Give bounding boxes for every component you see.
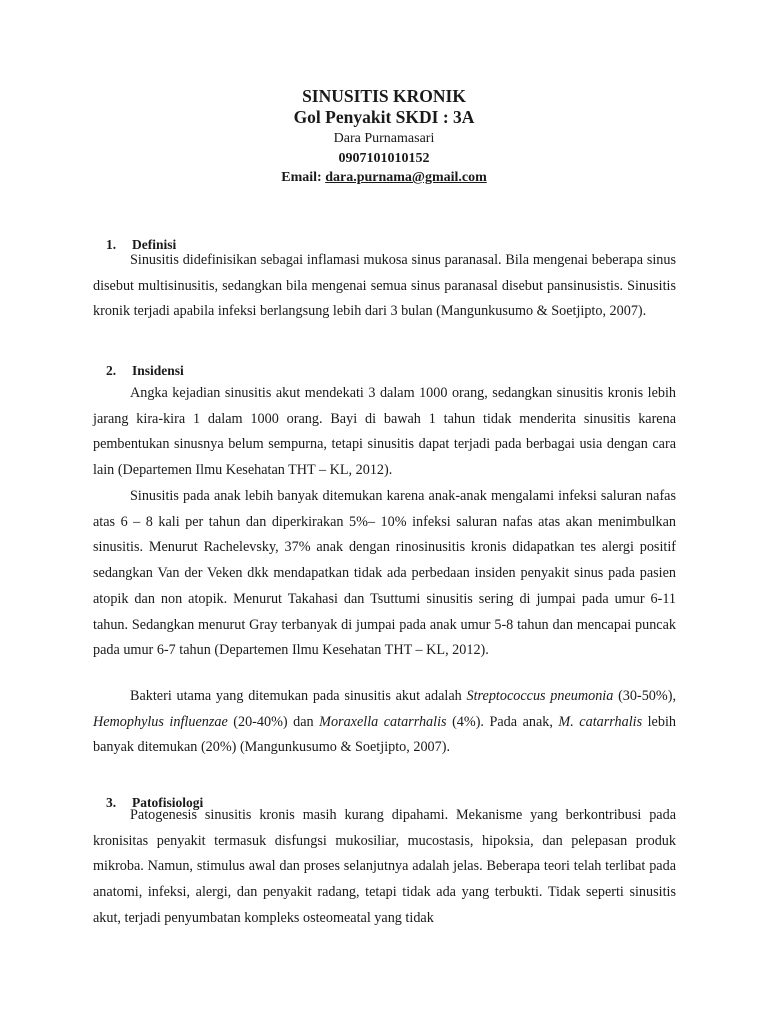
section-number: 3. [106, 795, 117, 810]
text-span: (20-40%) dan [227, 713, 320, 730]
paragraph-insidensi-1: Angka kejadian sinusitis akut mendekati 3 dalam 1000 orang, sedangkan sinusitis kronis lebih jarang kira-kira 1 dalam 1000 orang. Bayi di bawah 1 tahun tidak menderita sinusitis karena pembentukan sinusnya belum sempurna, tetapi sinusitis dapat terjadi pada berbagai usia dengan cara lain (Departemen Ilmu Kesehatan THT – KL, 2012). [93, 385, 676, 479]
text-span: (30-50%), [613, 688, 676, 704]
document-header [0, 86, 768, 188]
section-number: 2. [106, 363, 117, 378]
species-name: M. catarrhalis [558, 713, 643, 730]
section-title: Insidensi [132, 363, 184, 378]
author-name: Dara Purnamasari [333, 131, 435, 146]
section-title: Definisi [132, 237, 177, 252]
paragraph-insidensi-2: Sinusitis pada anak lebih banyak ditemukan karena anak-anak mengalami infeksi saluran nafas atas 6 – 8 kali per tahun dan diperkirakan 5%– 10% infeksi saluran nafas atas akan menimbulkan sinusitis. Menurut Rachelevsky, 37% anak dengan rinosinusitis kronis didapatkan tes alergi positif sedangkan Van der Veken dkk mendapatkan tidak ada perbedaan insiden penyakit sinus pada pasien atopik dan non atopik. Menurut Takahasi dan Tsuttumi sinusitis sering di jumpai pada umur 6-11 tahun. Sedangkan menurut Gray terbanyak di jumpai pada anak umur 5-8 tahun dan mencapai puncak pada umur 6-7 tahun (Departemen Ilmu Kesehatan THT – KL, 2012). [93, 488, 676, 659]
paragraph-definisi: Sinusitis didefinisikan sebagai inflamasi mukosa sinus paranasal. Bila mengenai beberapa sinus disebut multisinusitis, sedangkan bila mengenai semua sinus paranasal disebut pansinusistis. Sinusitis kronik terjadi apabila infeksi berlangsung lebih dari 3 bulan (Mangunkusumo & Soetjipto, 2007). [93, 252, 676, 320]
species-name: Hemophylus influenzae [93, 713, 228, 730]
text-span: (4%). Pada anak, [446, 713, 559, 730]
paragraph-bacteria [93, 684, 676, 761]
email-link[interactable]: dara.purnama@gmail.com [325, 170, 487, 185]
species-name: Moraxella catarrhalis [319, 713, 447, 730]
species-name: Streptococcus pneumonia [466, 688, 614, 704]
text-span: Bakteri utama yang ditemukan pada sinusitis akut adalah [130, 688, 467, 704]
document-title: SINUSITIS KRONIK [302, 86, 466, 106]
email-label: Email: [281, 170, 322, 185]
section-title: Patofisiologi [132, 795, 204, 810]
document-subtitle: Gol Penyakit SKDI : 3A [293, 107, 475, 127]
section-heading-insidensi [106, 362, 184, 380]
paragraph-patofisiologi: Patogenesis sinusitis kronis masih kurang dipahami. Mekanisme yang berkontribusi pada kronisitas penyakit termasuk disfungsi mukosiliar, mucostasis, hipoksia, dan pelepasan produk mikroba. Namun, stimulus awal dan proses selanjutnya adalah jelas. Beberapa teori telah terlibat pada anatomi, infeksi, alergi, dan penyakit radang, tetapi tidak ada yang terbukti. Tidak seperti sinusitis akut, terjadi penyumbatan kompleks osteomeatal yang tidak [93, 807, 676, 926]
email-line [0, 168, 768, 188]
student-id: 0907101010152 [338, 151, 430, 166]
text-span: lebih banyak ditemukan (20%) (Mangunkusumo & Soetjipto, 2007). [93, 713, 676, 756]
section-number: 1. [106, 237, 117, 252]
